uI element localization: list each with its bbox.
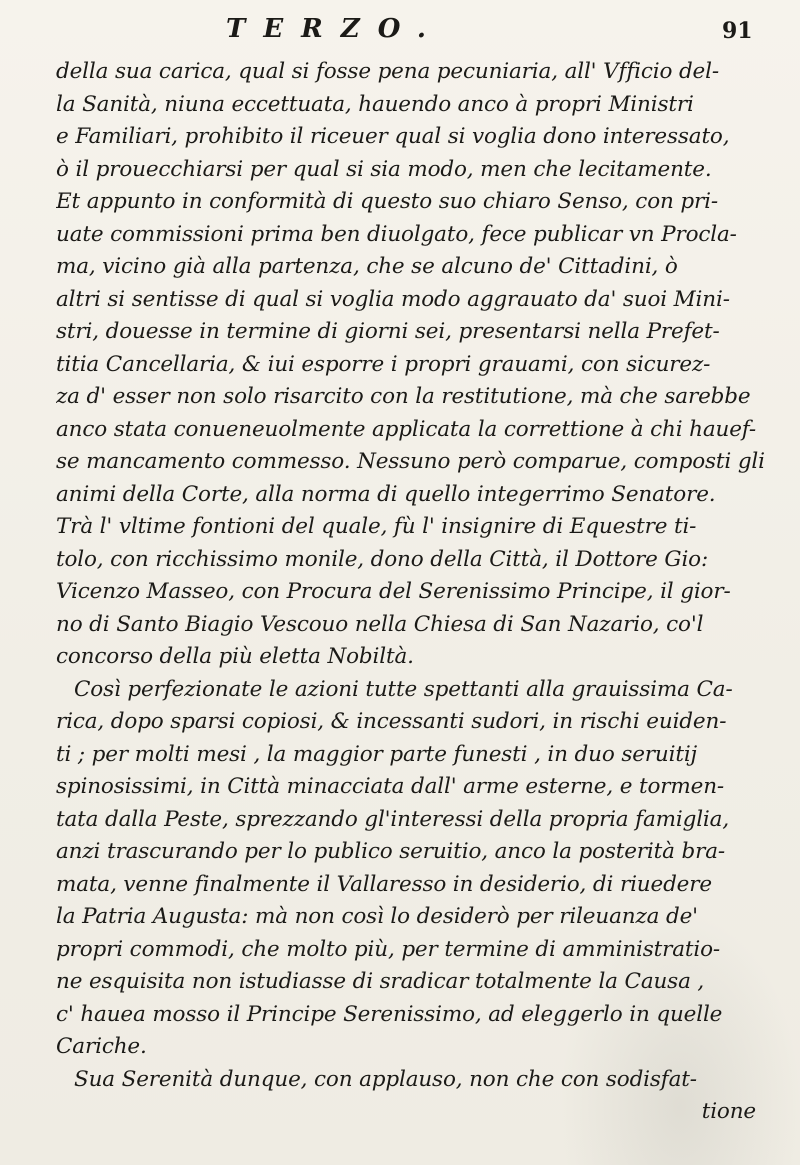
text-line: anzi trascurando per lo publico seruitio, anco la posterità bra-: [56, 839, 726, 864]
text-line: Cariche.: [56, 1034, 147, 1059]
paragraph-start-line: Così perfezionate le azioni tutte spettanti alla grauissima Ca-: [74, 676, 733, 702]
text-line: Et appunto in conformità di questo suo chiaro Senso, con pri-: [56, 189, 718, 214]
catchword: tione: [701, 1099, 756, 1124]
text-line: la Patria Augusta: mà non così lo desiderò per rileuanza de': [56, 904, 698, 929]
text-line: della sua carica, qual si fosse pena pecuniaria, all' Vfficio del-: [56, 59, 719, 84]
body-text: [56, 56, 766, 1129]
text-line: za d' esser non solo risarcito con la restitutione, mà che sarebbe: [56, 384, 751, 409]
text-line: titia Cancellaria, & iui esporre i propri grauami, con sicurez-: [56, 351, 711, 377]
text-line: la Sanità, niuna eccettuata, hauendo anco à propri Ministri: [56, 91, 694, 117]
text-line: c' hauea mosso il Principe Serenissimo, ad eleggerlo in quelle: [56, 1001, 723, 1027]
text-line: ma, vicino già alla partenza, che se alcuno de' Cittadini, ò: [56, 254, 678, 279]
text-line: Trà l' vltime fontioni del quale, fù l' insignire di Equestre ti-: [56, 514, 697, 539]
text-line: e Familiari, prohibito il riceuer qual si voglia dono interessato,: [56, 124, 730, 149]
text-line: tata dalla Peste, sprezzando gl'interessi della propria famiglia,: [56, 806, 730, 832]
text-line: ne esquisita non istudiasse di sradicar totalmente la Causa ,: [56, 969, 705, 994]
paragraph-start-line: Sua Serenità dunque, con applauso, non che con sodisfat-: [74, 1066, 697, 1092]
text-line: stri, douesse in termine di giorni sei, presentarsi nella Prefet-: [56, 319, 720, 344]
page-number: 91: [722, 18, 753, 44]
text-line: concorso della più eletta Nobiltà.: [56, 644, 414, 669]
text-line: no di Santo Biagio Vescouo nella Chiesa di San Nazario, co'l: [56, 611, 704, 637]
text-line: mata, venne finalmente il Vallaresso in desiderio, di riuedere: [56, 871, 712, 897]
text-line: se mancamento commesso. Nessuno però comparue, composti gli: [56, 449, 765, 474]
text-line: anco stata conueneuolmente applicata la correttione à chi hauef-: [56, 416, 756, 442]
text-line: ti ; per molti mesi , la maggior parte funesti , in duo seruitij: [56, 741, 698, 767]
text-line: altri si sentisse di qual si voglia modo aggrauato da' suoi Mini-: [56, 286, 730, 312]
text-line: tolo, con ricchissimo monile, dono della Città, il Dottore Gio:: [56, 546, 709, 572]
text-line: spinosissimi, in Città minacciata dall' arme esterne, e tormen-: [56, 774, 725, 799]
text-line: propri commodi, che molto più, per termine di amministratio-: [56, 936, 721, 962]
text-line: rica, dopo sparsi copiosi, & incessanti sudori, in rischi euiden-: [56, 709, 727, 734]
text-line: animi della Corte, alla norma di quello integerrimo Senatore.: [56, 481, 716, 507]
text-line: Vicenzo Masseo, con Procura del Serenissimo Principe, il gior-: [56, 579, 731, 604]
running-title: TERZO.: [226, 14, 444, 44]
text-line: ò il prouecchiarsi per qual si sia modo, men che lecitamente.: [56, 156, 712, 182]
text-line: uate commissioni prima ben diuolgato, fece publicar vn Procla-: [56, 221, 737, 247]
